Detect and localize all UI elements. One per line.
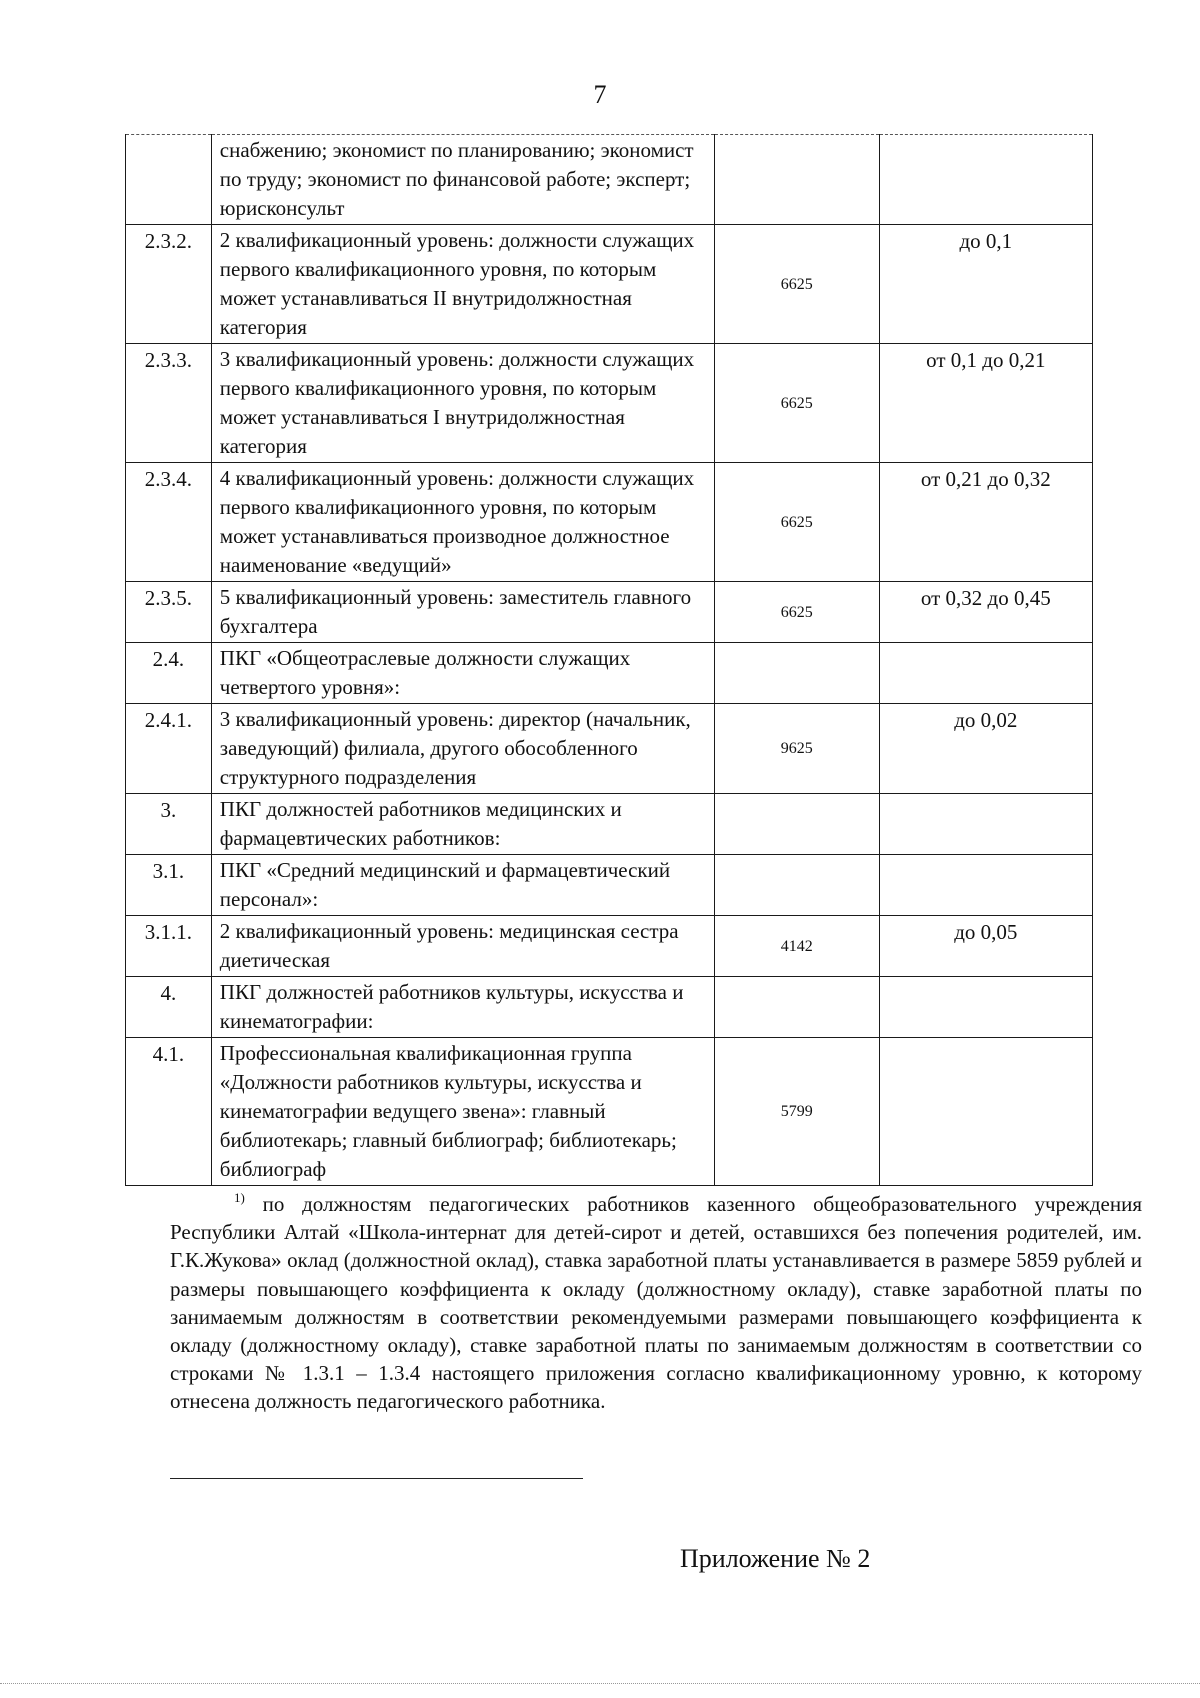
row-coefficient: до 0,02 [879, 704, 1092, 794]
row-coefficient: до 0,1 [879, 225, 1092, 344]
row-description: 2 квалификационный уровень: должности служащих первого квалификационного уровня, по которым может устанавливаться II внутридолжностная категория [211, 225, 714, 344]
table-row [126, 1038, 1093, 1186]
row-coefficient: от 0,1 до 0,21 [879, 344, 1092, 463]
row-number: 2.4. [126, 643, 212, 704]
row-coefficient: от 0,32 до 0,45 [879, 582, 1092, 643]
row-salary [714, 977, 879, 1038]
row-description: снабжению; экономист по планированию; экономист по труду; экономист по финансовой работе; эксперт; юрисконсульт [211, 135, 714, 225]
row-salary [714, 794, 879, 855]
table-row [126, 916, 1093, 977]
row-coefficient [879, 794, 1092, 855]
table-row [126, 977, 1093, 1038]
row-salary: 6625 [714, 225, 879, 344]
row-number: 4. [126, 977, 212, 1038]
table-row [126, 794, 1093, 855]
row-coefficient: до 0,05 [879, 916, 1092, 977]
table-row [126, 344, 1093, 463]
row-salary: 5799 [714, 1038, 879, 1186]
row-salary [714, 135, 879, 225]
row-salary [714, 643, 879, 704]
row-coefficient [879, 1038, 1092, 1186]
row-number: 3.1. [126, 855, 212, 916]
row-coefficient [879, 135, 1092, 225]
row-salary: 4142 [714, 916, 879, 977]
table-row [126, 463, 1093, 582]
appendix-title: Приложение № 2 [680, 1544, 871, 1573]
row-salary: 6625 [714, 582, 879, 643]
row-number [126, 135, 212, 225]
row-number: 3.1.1. [126, 916, 212, 977]
footnote-text: по должностям педагогических работников казенного общеобразовательного учреждения Республики Алтай «Школа-интернат для детей-сирот и детей, оставшихся без попечения родителей, им. Г.К.Жукова» оклад (должностной оклад), ставка заработной платы устанавливается в размере 5859 рублей и размеры повышающего коэффициента к окладу (должностному окладу), ставке заработной платы по занимаемым должностям в соответствии рекомендуемыми размерами повышающего коэффициента к окладу (должностному окладу), ставке заработной платы по занимаемым должностям в соответствии со строками № 1.3.1 – 1.3.4 настоящего приложения согласно квалификационному уровню, к которому отнесена должность педагогического работника. [170, 1192, 1142, 1414]
salary-coefficient-table [125, 134, 1093, 1186]
row-number: 4.1. [126, 1038, 212, 1186]
row-salary: 6625 [714, 463, 879, 582]
row-salary [714, 855, 879, 916]
row-salary: 6625 [714, 344, 879, 463]
row-description: ПКГ «Средний медицинский и фармацевтический персонал»: [211, 855, 714, 916]
row-coefficient [879, 643, 1092, 704]
row-number: 2.3.5. [126, 582, 212, 643]
row-number: 3. [126, 794, 212, 855]
row-number: 2.3.2. [126, 225, 212, 344]
footnote [170, 1190, 1142, 1416]
row-description: ПКГ должностей работников культуры, искусства и кинематографии: [211, 977, 714, 1038]
table-row [126, 643, 1093, 704]
table-row [126, 704, 1093, 794]
row-description: 4 квалификационный уровень: должности служащих первого квалификационного уровня, по которым может устанавливаться производное должностное наименование «ведущий» [211, 463, 714, 582]
row-description: 5 квалификационный уровень: заместитель главного бухгалтера [211, 582, 714, 643]
row-description: 3 квалификационный уровень: должности служащих первого квалификационного уровня, по которым может устанавливаться I внутридолжностная категория [211, 344, 714, 463]
row-description: Профессиональная квалификационная группа «Должности работников культуры, искусства и кинематографии ведущего звена»: главный библиотекарь; главный библиограф; библиотекарь; библиограф [211, 1038, 714, 1186]
row-description: ПКГ «Общеотраслевые должности служащих четвертого уровня»: [211, 643, 714, 704]
page-number: 7 [593, 80, 607, 109]
footnote-divider [170, 1478, 583, 1479]
row-salary: 9625 [714, 704, 879, 794]
row-coefficient [879, 977, 1092, 1038]
row-description: 2 квалификационный уровень: медицинская сестра диетическая [211, 916, 714, 977]
row-coefficient: от 0,21 до 0,32 [879, 463, 1092, 582]
footnote-marker: 1) [234, 1190, 245, 1205]
table-row [126, 855, 1093, 916]
row-number: 2.4.1. [126, 704, 212, 794]
table-row [126, 135, 1093, 225]
table-row [126, 225, 1093, 344]
row-description: ПКГ должностей работников медицинских и фармацевтических работников: [211, 794, 714, 855]
table-row [126, 582, 1093, 643]
row-description: 3 квалификационный уровень: директор (начальник, заведующий) филиала, другого обособленного структурного подразделения [211, 704, 714, 794]
row-number: 2.3.4. [126, 463, 212, 582]
row-coefficient [879, 855, 1092, 916]
row-number: 2.3.3. [126, 344, 212, 463]
scan-edge-divider [0, 1683, 1200, 1684]
